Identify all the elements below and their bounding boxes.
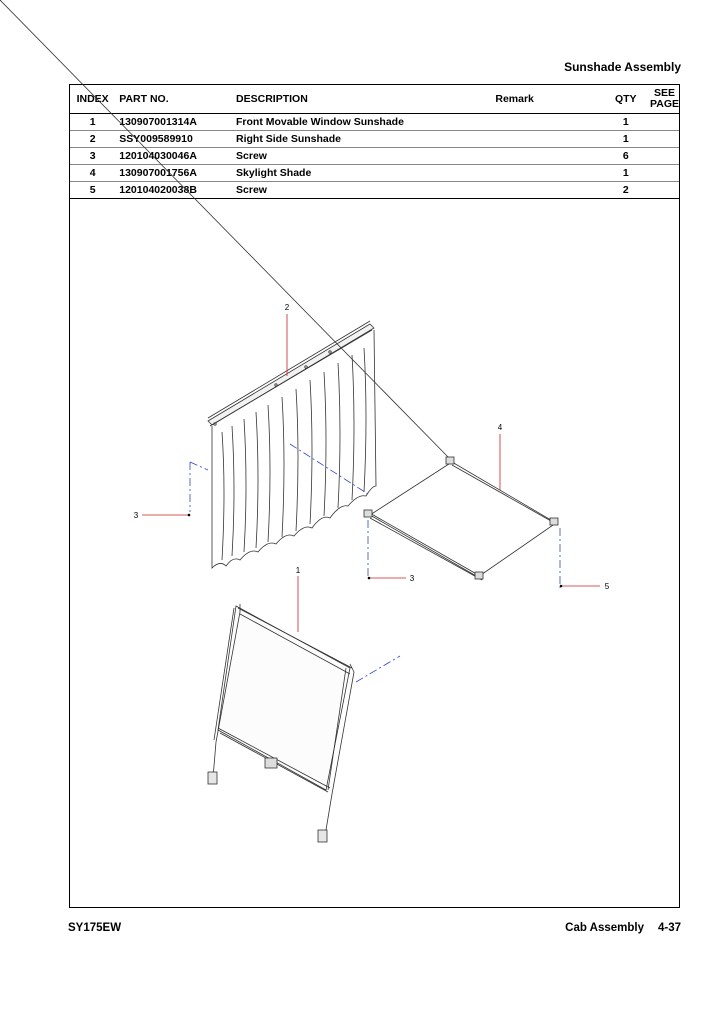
cell-part-no: SSY009589910 [115, 131, 236, 148]
cell-part-no: 120104020038B [115, 182, 236, 199]
cell-qty: 1 [602, 114, 651, 131]
footer-section [551, 922, 681, 934]
cell-index: 3 [70, 148, 115, 165]
callout-4: 4 [497, 423, 503, 432]
col-description-header: DESCRIPTION [236, 85, 495, 114]
cell-part-no: 130907001314A [115, 114, 236, 131]
see-page-line2: PAGE [650, 98, 679, 110]
cell-qty: 1 [602, 131, 651, 148]
front-window-sunshade-drawing [208, 604, 354, 842]
callout-1: 1 [295, 566, 301, 575]
see-page-line1: SEE [654, 87, 676, 99]
cell-qty: 6 [602, 148, 651, 165]
cell-description: Skylight Shade [236, 165, 495, 182]
col-remark-header: Remark [495, 85, 601, 114]
callout-3-right: 3 [409, 574, 415, 583]
cell-index: 4 [70, 165, 115, 182]
cell-description: Right Side Sunshade [236, 131, 495, 148]
cell-index: 5 [70, 182, 115, 199]
cell-part-no: 130907001756A [115, 165, 236, 182]
col-part-no-header: PART NO. [115, 85, 236, 114]
leader-lines [142, 314, 600, 632]
footer-page-number: 4-37 [657, 922, 681, 934]
cell-index: 2 [70, 131, 115, 148]
skylight-shade-drawing [0, 0, 558, 580]
footer-model: SY175EW [68, 922, 122, 934]
cell-qty: 1 [602, 165, 651, 182]
cell-description: Screw [236, 182, 495, 199]
callout-2: 2 [284, 303, 290, 312]
cell-qty: 2 [602, 182, 651, 199]
callout-5: 5 [604, 582, 610, 591]
col-index-header: INDEX [70, 85, 115, 114]
cell-description: Front Movable Window Sunshade [236, 114, 495, 131]
col-qty-header: QTY [602, 85, 651, 114]
callout-3-left: 3 [133, 511, 139, 520]
footer-section-title: Cab Assembly [565, 922, 644, 934]
cell-index: 1 [70, 114, 115, 131]
cell-part-no: 120104030046A [115, 148, 236, 165]
page-title: Sunshade Assembly [564, 60, 681, 74]
cell-description: Screw [236, 148, 495, 165]
